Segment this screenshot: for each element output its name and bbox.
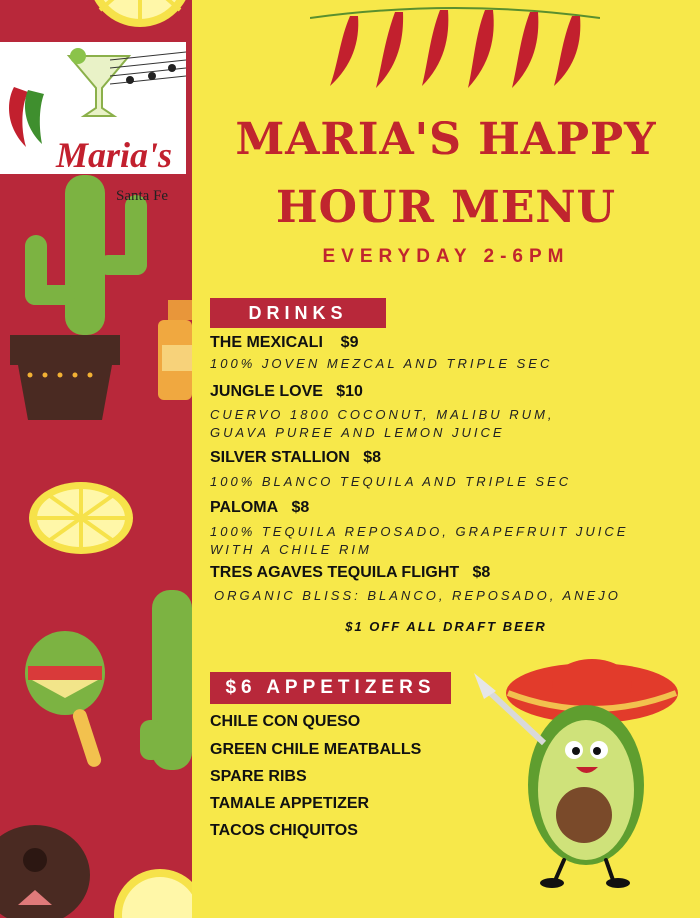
appetizer-item: SPARE RIBS — [210, 768, 307, 785]
drink-item-title — [210, 564, 490, 582]
avocado-mariachi-icon — [474, 655, 680, 890]
drinks-heading: DRINKS — [210, 298, 386, 328]
drink-description: 100% TEQUILA REPOSADO, GRAPEFRUIT JUICE — [210, 524, 629, 539]
chili-pepper-icon — [4, 82, 50, 152]
drink-description: GUAVA PUREE AND LEMON JUICE — [210, 425, 505, 440]
drink-description: WITH A CHILE RIM — [210, 542, 372, 557]
drink-item-title — [210, 499, 309, 517]
drink-name: PALOMA — [210, 499, 279, 516]
chili-garland-icon — [310, 4, 600, 94]
lemon-slice-icon — [80, 0, 192, 30]
drink-item-title — [210, 383, 363, 401]
logo-location: Santa Fe — [116, 188, 169, 204]
appetizers-heading: $6 APPETIZERS — [210, 672, 451, 704]
drink-description: ORGANIC BLISS: BLANCO, REPOSADO, ANEJO — [214, 588, 621, 603]
drink-name: THE MEXICALI — [210, 334, 323, 351]
lemon-slice-icon — [110, 860, 192, 918]
drink-price: $8 — [291, 499, 310, 516]
menu-title-line1: MARIA'S HAPPY — [235, 114, 657, 165]
drink-price: $9 — [340, 334, 359, 351]
drink-item-title — [210, 449, 381, 467]
music-notes-icon — [110, 50, 186, 100]
drink-description: 100% BLANCO TEQUILA AND TRIPLE SEC — [210, 474, 572, 489]
cactus-icon — [140, 590, 192, 770]
appetizer-item: CHILE CON QUESO — [210, 713, 361, 730]
drink-price: $10 — [336, 383, 363, 400]
cactus-icon — [10, 175, 175, 420]
menu-hours: EVERYDAY 2-6PM — [322, 246, 570, 267]
guitar-icon — [0, 765, 100, 918]
tequila-bottle-icon — [158, 300, 192, 400]
drink-description: 100% JOVEN MEZCAL AND TRIPLE SEC — [210, 356, 553, 371]
maraca-icon — [20, 628, 120, 778]
appetizer-item: GREEN CHILE MEATBALLS — [210, 741, 422, 758]
appetizer-item: TACOS CHIQUITOS — [210, 822, 358, 839]
drink-name: TRES AGAVES TEQUILA FLIGHT — [210, 564, 460, 581]
logo-name: Maria's — [56, 135, 173, 175]
lemon-slice-icon — [25, 478, 137, 558]
menu-title-line2: HOUR MENU — [276, 182, 616, 233]
drink-name: SILVER STALLION — [210, 449, 350, 466]
beer-special-note: $1 OFF ALL DRAFT BEER — [345, 619, 547, 634]
appetizer-item: TAMALE APPETIZER — [210, 795, 370, 812]
restaurant-logo — [0, 42, 186, 204]
drink-name: JUNGLE LOVE — [210, 383, 323, 400]
drink-item-title — [210, 334, 358, 352]
drink-price: $8 — [363, 449, 381, 466]
drink-description: CUERVO 1800 COCONUT, MALIBU RUM, — [210, 407, 555, 422]
drink-price: $8 — [472, 564, 491, 581]
